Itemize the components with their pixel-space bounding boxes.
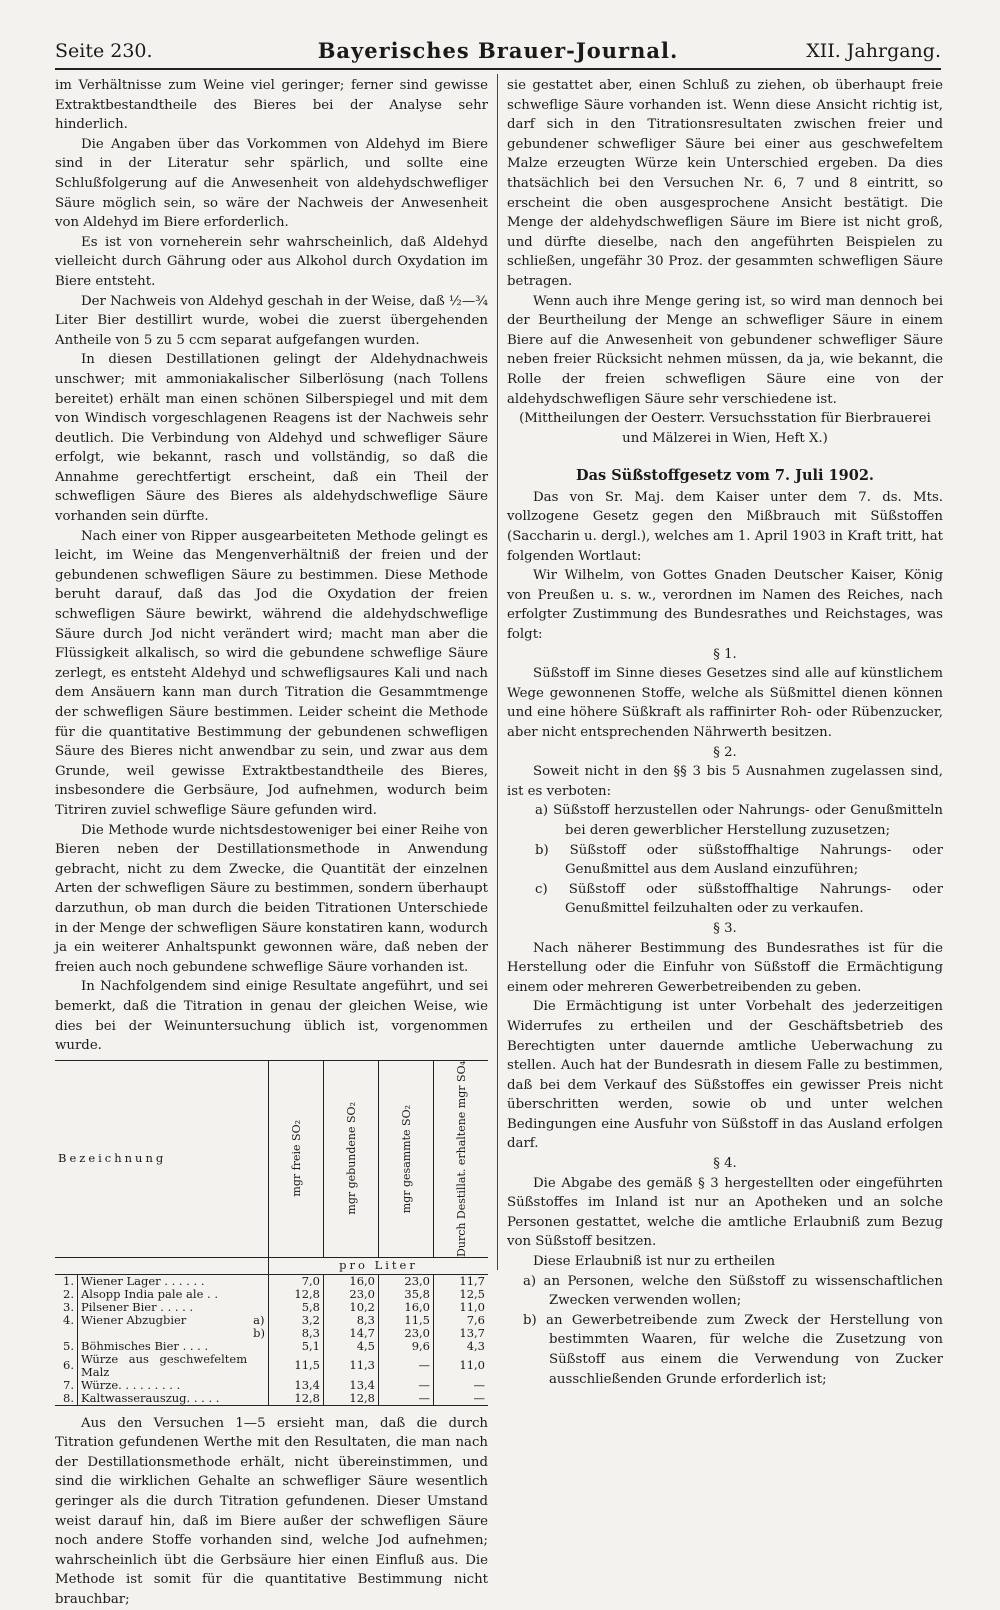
- table-unit-label: pro Liter: [269, 1257, 489, 1274]
- paragraph: Süßstoff im Sinne dieses Gesetzes sind alle auf künstlichem Wege gewonnenen Stoffe, welche als Süßmittel dienen können und eine höhere Süßkraft als raffinirter Roh- oder Rübenzucker, aber nicht entsprechenden Nährwerth besitzen.: [507, 666, 943, 740]
- paragraph: Soweit nicht in den §§ 3 bis 5 Ausnahmen zugelassen sind, ist es verboten:: [507, 764, 943, 799]
- journal-title: Bayerisches Brauer-Journal.: [317, 38, 679, 63]
- paragraph: Wenn auch ihre Menge gering ist, so wird man dennoch bei der Beurtheilung der Menge an schwefliger Säure in einem Biere auf die Anwesenheit von gebundener schwefliger Säure neben freier Rücksicht nehmen müssen, da ja, wie bekannt, die Rolle der freien schwefligen Säure eine von der aldehydschwefligen Säure sehr verschiedene ist.: [507, 293, 943, 407]
- paragraph: Der Nachweis von Aldehyd geschah in der Weise, daß ½—¾ Liter Bier destillirt wurde, wobei die zuerst übergehenden Antheile von 5 zu 5 ccm separat aufgefangen wurden.: [55, 293, 489, 348]
- results-table: [55, 1060, 488, 1406]
- paragraph: Nach näherer Bestimmung des Bundesrathes ist für die Herstellung oder die Einfuhr von Süßstoff die Ermächtigung einem oder mehreren Gewerbetreibenden zu geben.: [507, 940, 943, 995]
- table-row: 7. Würze. . . . . . . . . 13,4 13,4 — —: [55, 1379, 488, 1392]
- paragraph: Die Angaben über das Vorkommen von Aldehyd im Biere sind in der Literatur sehr spärlich, und sollte eine Schlußfolgerung auf die Anwesenheit von aldehydschwefliger Säure möglich sein, so wäre der Nachweis der Anwesenheit von Aldehyd im Biere erforderlich.: [55, 136, 488, 231]
- paragraph: sie gestattet aber, einen Schluß zu ziehen, ob überhaupt freie schweflige Säure vorhanden ist. Wenn diese Ansicht richtig ist, darf sich in den Titrationsresultaten zwischen freier und gebundener schwefliger Säure bei einer aus geschwefeltem Malze erzeugten Würze kein Unterschied ergeben. Da dies thatsächlich bei den Versuchen Nr. 6, 7 und 8 eintritt, so erscheint die oben ausgesprochene Ansicht bestätigt. Die Menge der aldehydschwefligen Säure im Biere ist nicht groß, und dürfte dieselbe, nach den angeführten Beispielen zu schließen, ungefähr 30 Proz. der gesammten schwefligen Säure betragen.: [507, 78, 943, 289]
- paragraph: Aus den Versuchen 1—5 ersieht man, daß die durch Titration gefundenen Werthe mit den Resultaten, die man nach der Destillationsmethode erhält, nicht übereinstimmen, und sind die wirklichen Gehalte an schwefliger Säure wesentlich geringer als die durch Titration gefundenen. Dieser Umstand weist darauf hin, daß im Biere außer der schwefligen Säure noch andere Stoffe vorhanden sind, welche Jod aufnehmen; wahrscheinlich übt die Gerbsäure hier einen Einfluß aus. Die Methode ist somit für die quantitative Bestimmung nicht brauchbar;: [55, 1415, 488, 1607]
- table-row: b) 8,3 14,7 23,0 13,7: [55, 1327, 488, 1340]
- table-header: [55, 1060, 488, 1257]
- paragraph-mark: § 4.: [713, 1156, 737, 1172]
- volume-label: XII. Jahrgang.: [806, 40, 941, 62]
- paragraph: im Verhältnisse zum Weine viel geringer; ferner sind gewisse Extraktbestandtheile des Bieres bei der Analyse sehr hinderlich.: [55, 78, 488, 133]
- paragraph: In Nachfolgendem sind einige Resultate angeführt, und sei bemerkt, daß die Titration in genau der gleichen Weise, wie dies bei der Weinuntersuchung üblich ist, vorgenommen wurde.: [55, 979, 488, 1054]
- table-row: 5. Böhmisches Bier . . . . 5,1 4,5 9,6 4,3: [55, 1340, 488, 1353]
- paragraph: Es ist von vorneherein sehr wahrscheinlich, daß Aldehyd vielleicht durch Gährung oder aus Alkohol durch Oxydation im Biere entsteht.: [55, 234, 488, 289]
- left-column: [55, 76, 488, 1610]
- table-row: 6. Würze aus geschwefeltem Malz 11,5 11,3 — 11,0: [55, 1353, 488, 1379]
- table-row: 4. Wiener Abzugbier a) 3,2 8,3 11,5 7,6: [55, 1314, 488, 1327]
- paragraph: Nach einer von Ripper ausgearbeiteten Methode gelingt es leicht, im Weine das Mengenverhältniß der freien und der gebundenen schwefligen Säure zu bestimmen. Diese Methode beruht darauf, daß das Jod die Oxydation der freien schwefligen Säure bewirkt, während die aldehydschweflige Säure durch Jod nicht verändert wird; macht man aber die Flüssigkeit alkalisch, so wird die gebundene schweflige Säure zerlegt, es entsteht Aldehyd und schwefligsaures Kali und nach dem Ansäuern kann man durch Titration die Gesammtmenge der schwefligen Säure bestimmen. Leider scheint die Methode für die quantitative Bestimmung der gebundenen schwefligen Säure des Bieres nicht anwendbar zu sein, und zwar aus dem Grunde, weil gewisse Extraktbestandtheile des Bieres, insbesondere die Gerbsäure, Jod aufnehmen, wodurch beim Titriren zuviel schweflige Säure gefunden wird.: [55, 528, 488, 818]
- list-item: a) Süßstoff herzustellen oder Nahrungs- oder Genußmitteln bei deren gewerblicher Herstellung zuzusetzen;: [535, 803, 943, 838]
- page-number: Seite 230.: [55, 40, 153, 62]
- table-col-header: Durch Destillat. erhaltene mgr SO₄: [434, 1060, 489, 1257]
- list-item: b) an Gewerbetreibende zum Zweck der Herstellung von bestimmten Waaren, für welche die Zusetzung von Süßstoff aus einem die Verwendung von Zucker ausschließenden Grunde erforderlich ist;: [523, 1312, 943, 1387]
- table-col-label: Bezeichnung: [55, 1060, 269, 1257]
- source-note: (Mittheilungen der Oesterr. Versuchsstation für Bierbrauerei und Mälzerei in Wien, Heft X.): [519, 411, 931, 446]
- page-header: [55, 34, 941, 70]
- table-col-header: mgr freie SO₂: [269, 1060, 324, 1257]
- list-item: b) Süßstoff oder süßstoffhaltige Nahrungs- oder Genußmittel aus dem Ausland einzuführen;: [535, 842, 943, 878]
- paragraph-mark: § 2.: [713, 744, 737, 760]
- paragraph-mark: § 1.: [713, 646, 737, 662]
- paragraph: Die Abgabe des gemäß § 3 hergestellten oder eingeführten Süßstoffes im Inland ist nur an Apotheken und an solche Personen gestattet, welche die amtliche Erlaubniß zum Bezug von Süßstoff besitzen.: [507, 1175, 943, 1250]
- table-unit-row: [55, 1257, 488, 1274]
- list-item: a) an Personen, welche den Süßstoff zu wissenschaftlichen Zwecken verwenden wollen;: [523, 1273, 943, 1309]
- table-row: 1. Wiener Lager . . . . . . 7,0 16,0 23,0 11,7: [55, 1274, 488, 1288]
- paragraph: Die Ermächtigung ist unter Vorbehalt des jederzeitigen Widerrufes zu ertheilen und der Geschäftsbetrieb des Berechtigten unter dauernde amtliche Ueberwachung zu stellen. Auch hat der Bundesrath in diesem Falle zu bestimmen, daß bei dem Verkauf des Süßstoffes ein gewisser Preis nicht überschritten werden, sowie ob und unter welchen Bedingungen eine Ausfuhr von Süßstoff in das Ausland erfolgen darf.: [507, 999, 943, 1152]
- paragraph: In diesen Destillationen gelingt der Aldehydnachweis unschwer; mit ammoniakalischer Silberlösung (nach Tollens bereitet) erhält man einen schönen Silberspiegel und mit dem von Windisch vorgeschlagenen Reagens ist der Nachweis sehr deutlich. Die Verbindung von Aldehyd und schwefliger Säure erfolgt, wie bekannt, rasch und vollständig, so daß die Annahme gerechtfertigt erscheint, daß ein Theil der schwefligen Säure des Bieres als aldehydschweflige Säure vorhanden sein dürfte.: [55, 352, 488, 525]
- paragraph-mark: § 3.: [713, 920, 737, 936]
- paragraph: Diese Erlaubniß ist nur zu ertheilen: [533, 1254, 776, 1270]
- table-col-header: mgr gesammte SO₂: [379, 1060, 434, 1257]
- paragraph: Die Methode wurde nichtsdestoweniger bei einer Reihe von Bieren neben der Destillationsmethode in Anwendung gebracht, nicht zu dem Zwecke, die Quantität der einzelnen Arten der schwefligen Säure zu bestimmen, sondern überhaupt darzuthun, ob man durch die beiden Titrationen Unterschiede in der Menge der schwefligen Säure konstatiren kann, wodurch ja ein weiterer Anhaltspunkt gewonnen wäre, daß neben der freien auch noch gebundene schweflige Säure vorhanden ist.: [55, 822, 488, 975]
- paragraph: Wir Wilhelm, von Gottes Gnaden Deutscher Kaiser, König von Preußen u. s. w., verordnen im Namen des Reiches, nach erfolgter Zustimmung des Bundesrathes und Reichstages, was folgt:: [507, 568, 943, 643]
- list-item: c) Süßstoff oder süßstoffhaltige Nahrungs- oder Genußmittel feilzuhalten oder zu verkaufen.: [535, 881, 943, 917]
- column-divider: [497, 74, 498, 1270]
- table-col-header: mgr gebundene SO₂: [324, 1060, 379, 1257]
- table-row: 8. Kaltwasserauszug. . . . . 12,8 12,8 — —: [55, 1392, 488, 1406]
- paragraph: Das von Sr. Maj. dem Kaiser unter dem 7. ds. Mts. vollzogene Gesetz gegen den Mißbrauch mit Süßstoffen (Saccharin u. dergl.), welches am 1. April 1903 in Kraft tritt, hat folgenden Wortlaut:: [507, 489, 943, 564]
- table-row: 2. Alsopp India pale ale . . 12,8 23,0 35,8 12,5: [55, 1288, 488, 1301]
- table-row: 3. Pilsener Bier . . . . . 5,8 10,2 16,0 11,0: [55, 1301, 488, 1314]
- section-title: Das Süßstoffgesetz vom 7. Juli 1902.: [576, 467, 874, 485]
- right-column: [507, 76, 943, 1389]
